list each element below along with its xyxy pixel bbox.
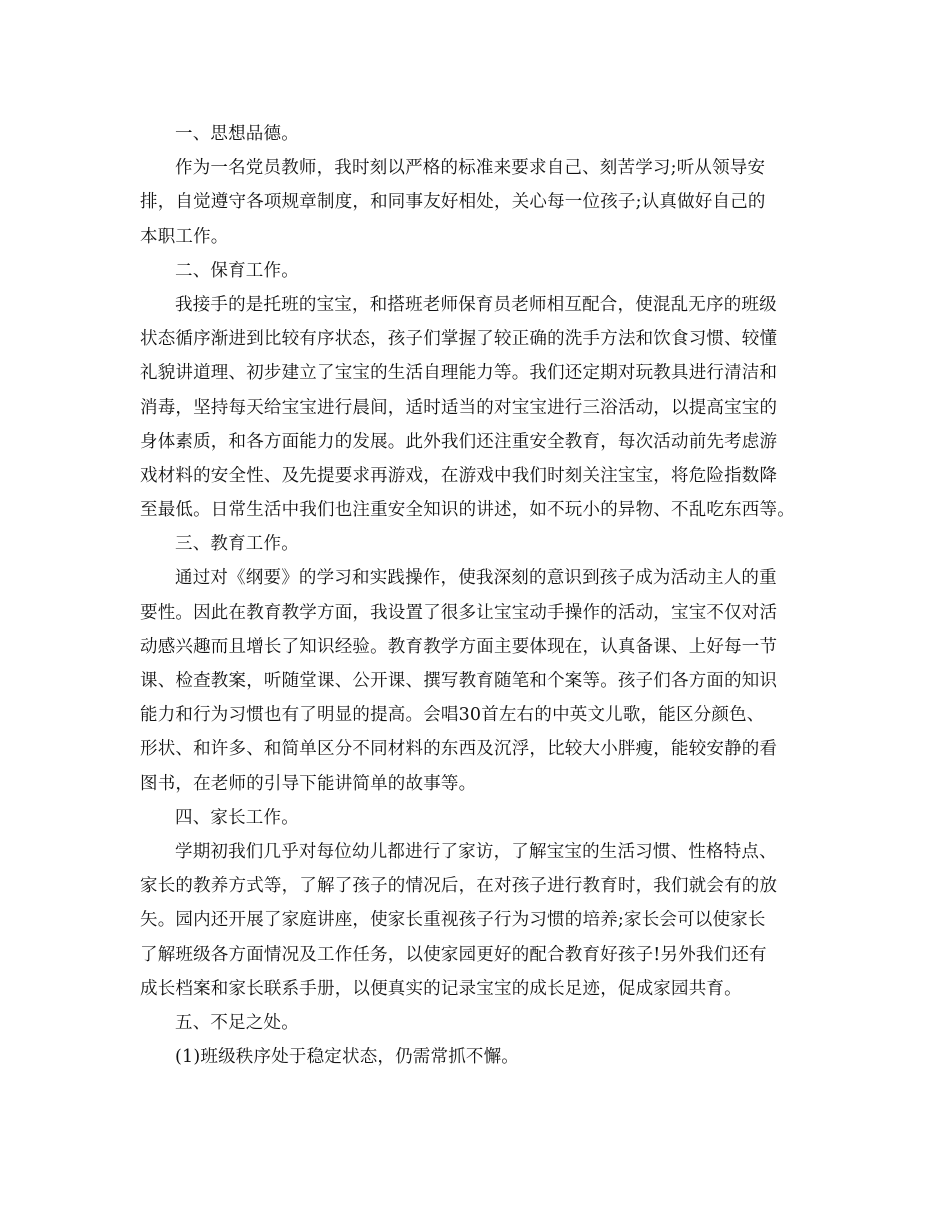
text-line: 矢。园内还开展了家庭讲座，使家长重视孩子行为习惯的培养;家长会可以使家长 xyxy=(140,910,766,931)
text-line: 家长的教养方式等，了解了孩子的情况后，在对孩子进行教育时，我们就会有的放 xyxy=(140,876,778,897)
text-line: 作为一名党员教师，我时刻以严格的标准来要求自己、刻苦学习;听从领导安 xyxy=(175,158,766,179)
text-line: 状态循序渐进到比较有序状态，孩子们掌握了较正确的洗手方法和饮食习惯、较懂 xyxy=(140,329,778,350)
text-line: 了解班级各方面情况及工作任务，以使家园更好的配合教育好孩子!另外我们还有 xyxy=(140,944,767,965)
text-line: 一、思想品德。 xyxy=(175,124,299,144)
text-line: 排，自觉遵守各项规章制度，和同事友好相处，关心每一位孩子;认真做好自己的 xyxy=(140,192,766,213)
text-line: 形状、和许多、和简单区分不同材料的东西及沉浮，比较大小胖瘦，能较安静的看 xyxy=(140,739,778,760)
text-line: 本职工作。 xyxy=(140,226,229,247)
text-line: 学期初我们几乎对每位幼儿都进行了家访，了解宝宝的生活习惯、性格特点、 xyxy=(175,841,777,862)
text-line: 我接手的是托班的宝宝，和搭班老师保育员老师相互配合，使混乱无序的班级 xyxy=(175,294,777,315)
document-body xyxy=(140,117,820,1074)
text-line: 要性。因此在教育教学方面，我设置了很多让宝宝动手操作的活动，宝宝不仅对活 xyxy=(140,602,778,623)
text-line: 课、检查教案，听随堂课、公开课、撰写教育随笔和个案等。孩子们各方面的知识 xyxy=(140,671,778,691)
text-line: 成长档案和家长联系手册，以便真实的记录宝宝的成长足迹，促成家园共育。 xyxy=(140,978,742,999)
text-line: 能力和行为习惯也有了明显的提高。会唱30首左右的中英文儿歌，能区分颜色、 xyxy=(140,705,765,726)
text-line: 四、家长工作。 xyxy=(175,807,299,828)
text-line: 至最低。日常生活中我们也注重安全知识的讲述，如不玩小的异物、不乱吃东西等。 xyxy=(140,500,795,521)
text-line: 礼貌讲道理、初步建立了宝宝的生活自理能力等。我们还定期对玩教具进行清洁和 xyxy=(140,363,778,384)
text-line: 五、不足之处。 xyxy=(175,1012,299,1033)
text-line: (1)班级秩序处于稳定状态，仍需常抓不懈。 xyxy=(175,1047,519,1068)
text-line: 三、教育工作。 xyxy=(175,534,299,555)
text-line: 身体素质，和各方面能力的发展。此外我们还注重安全教育，每次活动前先考虑游 xyxy=(140,431,778,452)
text-line: 通过对《纲要》的学习和实践操作，使我深刻的意识到孩子成为活动主人的重 xyxy=(175,568,777,589)
text-line: 二、保育工作。 xyxy=(175,260,299,281)
text-line: 消毒，坚持每天给宝宝进行晨间，适时适当的对宝宝进行三浴活动，以提高宝宝的 xyxy=(140,397,778,418)
text-line: 戏材料的安全性、及先提要求再游戏，在游戏中我们时刻关注宝宝，将危险指数降 xyxy=(140,465,778,486)
text-line: 动感兴趣而且增长了知识经验。教育教学方面主要体现在，认真备课、上好每一节 xyxy=(140,636,778,657)
text-line: 图书，在老师的引导下能讲简单的故事等。 xyxy=(140,773,477,794)
